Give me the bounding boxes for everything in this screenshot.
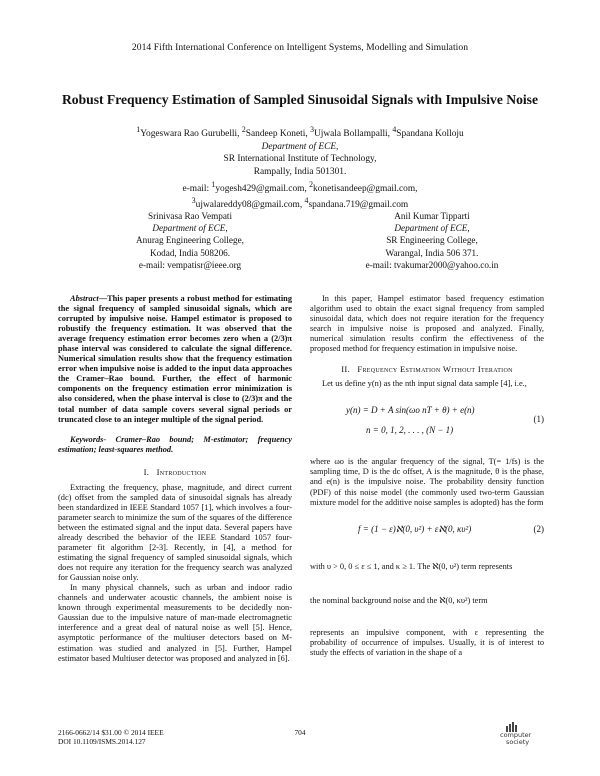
intro-paragraph-1: Extracting the frequency, phase, magnitude, and direct current (dc) offset from the sampled data of sinusoidal signals has already been standardized in IEEE Standard 1057 [1], which involves a four-parameter search to minimize the sum of the squares of the difference between the estimated signal and the input data. Several papers have already described the behavior of the IEEE Standard 1057 four-parameter fit algorithm [2-3]. Recently, in [4], a method for estimating the signal frequency of sampled sinusoidal signals, which does not require any iteration for the frequency search was analyzed for Gaussian noise only. <box>58 482 292 583</box>
author-names: $^1$Yogeswara Rao Gurubelli, $^2$Sandeep Koneti, $^3$Ujwala Bollampalli, $^4$Spandana Kolloju <box>136 125 464 140</box>
section-2-heading: II. Frequency Estimation Without Iteration <box>341 364 513 375</box>
footer-doi: DOI 10.1109/ISMS.2014.127 <box>58 737 146 746</box>
logo-text-line2: society <box>506 738 530 746</box>
page-number: 704 <box>294 728 306 737</box>
equation-2-body: f = (1 − ε)ℵ(0, υ²) + εℵ(0, κυ²) <box>358 523 472 534</box>
footer-issn: 2166-0662/14 $31.00 © 2014 IEEE <box>58 728 164 737</box>
left-author-name: Srinivasa Rao Vempati <box>147 211 233 221</box>
right-author-email: e-mail: tvakumar2000@yahoo.co.in <box>365 259 499 270</box>
left-author-email: e-mail: vempatisr@ieee.org <box>138 259 242 270</box>
left-author-dept: Department of ECE, <box>152 223 228 234</box>
author-city: Rampally, India 501301. <box>253 166 347 177</box>
right-paragraph-5: the nominal background noise and the ℵ(0, κυ²) term <box>310 595 488 605</box>
equation-1 <box>310 399 544 453</box>
equation-2-number: (2) <box>533 523 544 534</box>
equation-1-line2: n = 0, 1, 2, . . . , (N − 1) <box>366 425 454 436</box>
computer-society-logo <box>500 722 546 748</box>
intro-paragraph-2: In many physical channels, such as urban and indoor radio channels and underwater acoustic channels, the ambient noise is known through experimental measurements to be decidedly non-Gaussian due to the impulsive nature of man-made electromagnetic interference and a great deal of natural noise as well [5]. Hence, asymptotic performance of the multiuser detectors based on M-estimation was studied and analyzed in [5]. Further, Hampel estimator based Multiuser detector was proposed and analyzed in [6]. <box>58 583 292 663</box>
right-author-name: Anil Kumar Tipparti <box>394 211 470 221</box>
right-author-block <box>322 210 542 271</box>
author-block <box>0 124 600 212</box>
equation-2 <box>310 514 544 548</box>
section-1-heading: I. Introduction <box>143 466 207 477</box>
abstract: Abstract—This paper presents a robust method for estimating the signal frequency of sampled sinusoidal signals, which are corrupted by impulsive noise. Hampel estimator is proposed to robustify the frequency estimation. It was observed that the average frequency estimation error becomes zero when a (2/3)π phase interval was considered to calculate the signal difference. Numerical simulation results show that the frequency estimation error when impulsive noise is added to the input data approaches the Cramer–Rao bound. Further, the effect of harmonic components on the frequency estimation error minimization is also considered, when the phase interval is close to (2/3)π and the total number of data sample covers several signal periods or truncated close to an integer multiple of the signal period. <box>58 294 292 424</box>
right-author-inst: SR Engineering College, <box>386 235 478 246</box>
paper-title: Robust Frequency Estimation of Sampled Sinusoidal Signals with Impulsive Noise <box>61 92 538 107</box>
conference-header: 2014 Fifth International Conference on Intelligent Systems, Modelling and Simulation <box>131 42 469 53</box>
right-paragraph-2: Let us define y(n) as the nth input signal data sample [4], i.e., <box>322 379 527 389</box>
right-paragraph-4: with υ > 0, 0 ≤ ε ≤ 1, and κ ≥ 1. The ℵ(0, υ²) term represents <box>310 561 513 571</box>
author-emails-line1: e-mail: $^1$yogesh429@gmail.com, $^2$konetisandeep@gmail.com, <box>182 179 418 194</box>
equation-1-number: (1) <box>533 414 544 425</box>
right-paragraph-3: where ωo is the angular frequency of the signal, T(= 1/fs) is the sampling time, D is the dc offset, A is the magnitude, θ is the phase, and e(n) is the impulsive noise. The probability density function (PDF) of this noise model (the commonly used two-term Gaussian mixture model for the additive noise samples is adopted) has the form <box>310 457 544 507</box>
right-author-dept: Department of ECE, <box>394 223 470 234</box>
equation-1-line1: y(n) = D + A sin(ωo nT + θ) + e(n) <box>346 405 475 416</box>
logo-text-line1: computer <box>500 731 532 739</box>
left-column <box>58 294 292 664</box>
left-author-city: Kodad, India 508206. <box>149 247 231 258</box>
author-institute: SR International Institute of Technology, <box>223 154 377 165</box>
right-paragraph-6: represents an impulsive component, with ε representing the probability of occurrence of impulses. Usually, it is of interest to study the effects of variation in the shape of a <box>310 627 544 657</box>
left-author-block <box>80 210 300 271</box>
right-author-city: Warangal, India 506 371. <box>385 247 479 258</box>
author-emails-line2: $^3$ujwalareddy08@gmail.com, $^4$spandana.719@gmail.com <box>191 196 409 211</box>
author-department: Department of ECE, <box>261 141 339 152</box>
keywords: Keywords- Cramer–Rao bound; M-estimator; frequency estimation; least-squares method. <box>58 434 292 454</box>
footer-issn-block <box>58 728 164 746</box>
left-author-inst: Anurag Engineering College, <box>136 235 244 246</box>
right-column <box>310 294 544 658</box>
right-paragraph-1: In this paper, Hampel estimator based frequency estimation algorithm used to obtain the exact signal frequency from sampled sinusoidal data, which does not require iteration for the frequency search in impulsive noise is proposed and analyzed. Finally, numerical simulation results confirm the effectiveness of the proposed method for frequency estimation in impulsive noise. <box>310 294 544 354</box>
